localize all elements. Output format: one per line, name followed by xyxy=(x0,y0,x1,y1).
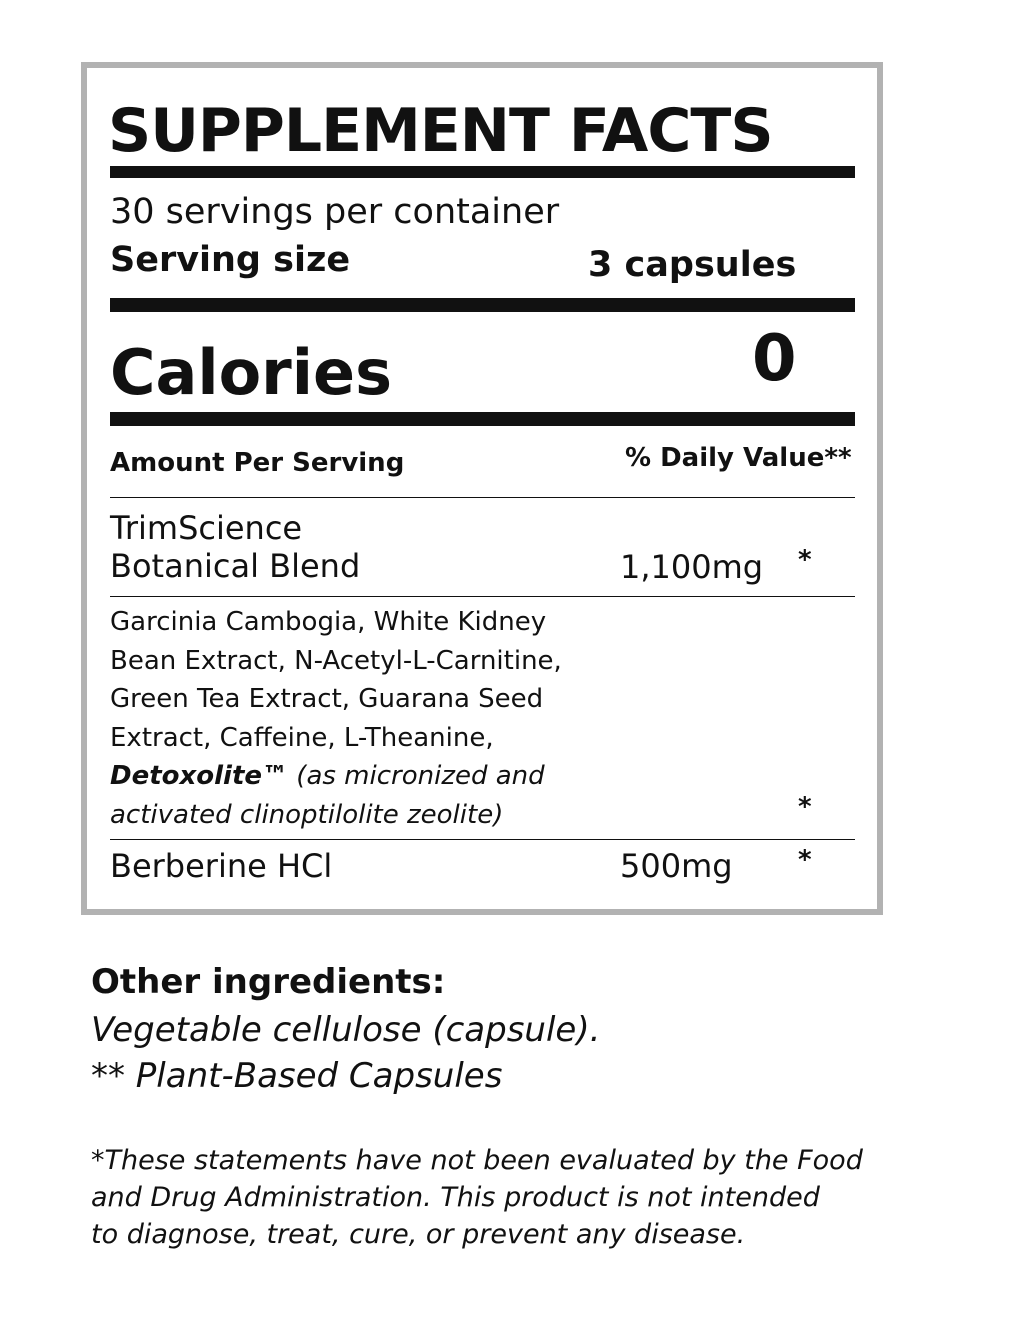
disclaimer-line: and Drug Administration. This product is not intended xyxy=(91,1182,820,1213)
servings-per-container: 30 servings per container xyxy=(110,192,560,232)
ingredients-rule xyxy=(110,839,855,840)
ingredient-line: activated clinoptilolite zeolite) xyxy=(110,800,504,830)
title-divider-bar xyxy=(110,166,855,178)
blend-amount: 1,100mg xyxy=(620,548,764,586)
ingredient-line: Extract, Caffeine, L-Theanine, xyxy=(110,723,494,753)
ingredients-daily-value: * xyxy=(798,792,812,822)
other-ingredients-line: Vegetable cellulose (capsule). xyxy=(91,1010,601,1050)
serving-size-label: Serving size xyxy=(110,240,351,280)
detoxolite-description: (as micronized and xyxy=(288,761,545,791)
blend-name-line1: TrimScience xyxy=(110,509,303,547)
berberine-daily-value: * xyxy=(798,845,812,875)
calories-label: Calories xyxy=(110,336,392,409)
berberine-name: Berberine HCl xyxy=(110,847,333,885)
other-ingredients-heading: Other ingredients: xyxy=(91,962,446,1002)
other-ingredients-line: ** Plant-Based Capsules xyxy=(91,1056,503,1096)
serving-size-value: 3 capsules xyxy=(588,245,797,285)
disclaimer-line: *These statements have not been evaluated by the Food xyxy=(91,1145,863,1176)
detoxolite-brand: Detoxolite™ xyxy=(110,761,289,791)
blend-daily-value: * xyxy=(798,545,812,575)
ingredient-line: Bean Extract, N-Acetyl-L-Carnitine, xyxy=(110,646,562,676)
calories-divider-bar xyxy=(110,412,855,426)
supplement-facts-title: SUPPLEMENT FACTS xyxy=(108,96,773,166)
serving-divider-bar xyxy=(110,298,855,312)
header-rule xyxy=(110,497,855,498)
blend-name-line2: Botanical Blend xyxy=(110,547,361,585)
ingredient-line-detoxolite xyxy=(110,761,545,791)
amount-per-serving-header: Amount Per Serving xyxy=(110,448,405,478)
ingredient-line: Garcinia Cambogia, White Kidney xyxy=(110,607,547,637)
calories-value: 0 xyxy=(752,322,797,396)
daily-value-header: % Daily Value** xyxy=(625,443,852,473)
ingredient-line: Green Tea Extract, Guarana Seed xyxy=(110,684,544,714)
blend-rule xyxy=(110,596,855,597)
disclaimer-line: to diagnose, treat, cure, or prevent any disease. xyxy=(91,1219,746,1250)
berberine-amount: 500mg xyxy=(620,847,733,885)
